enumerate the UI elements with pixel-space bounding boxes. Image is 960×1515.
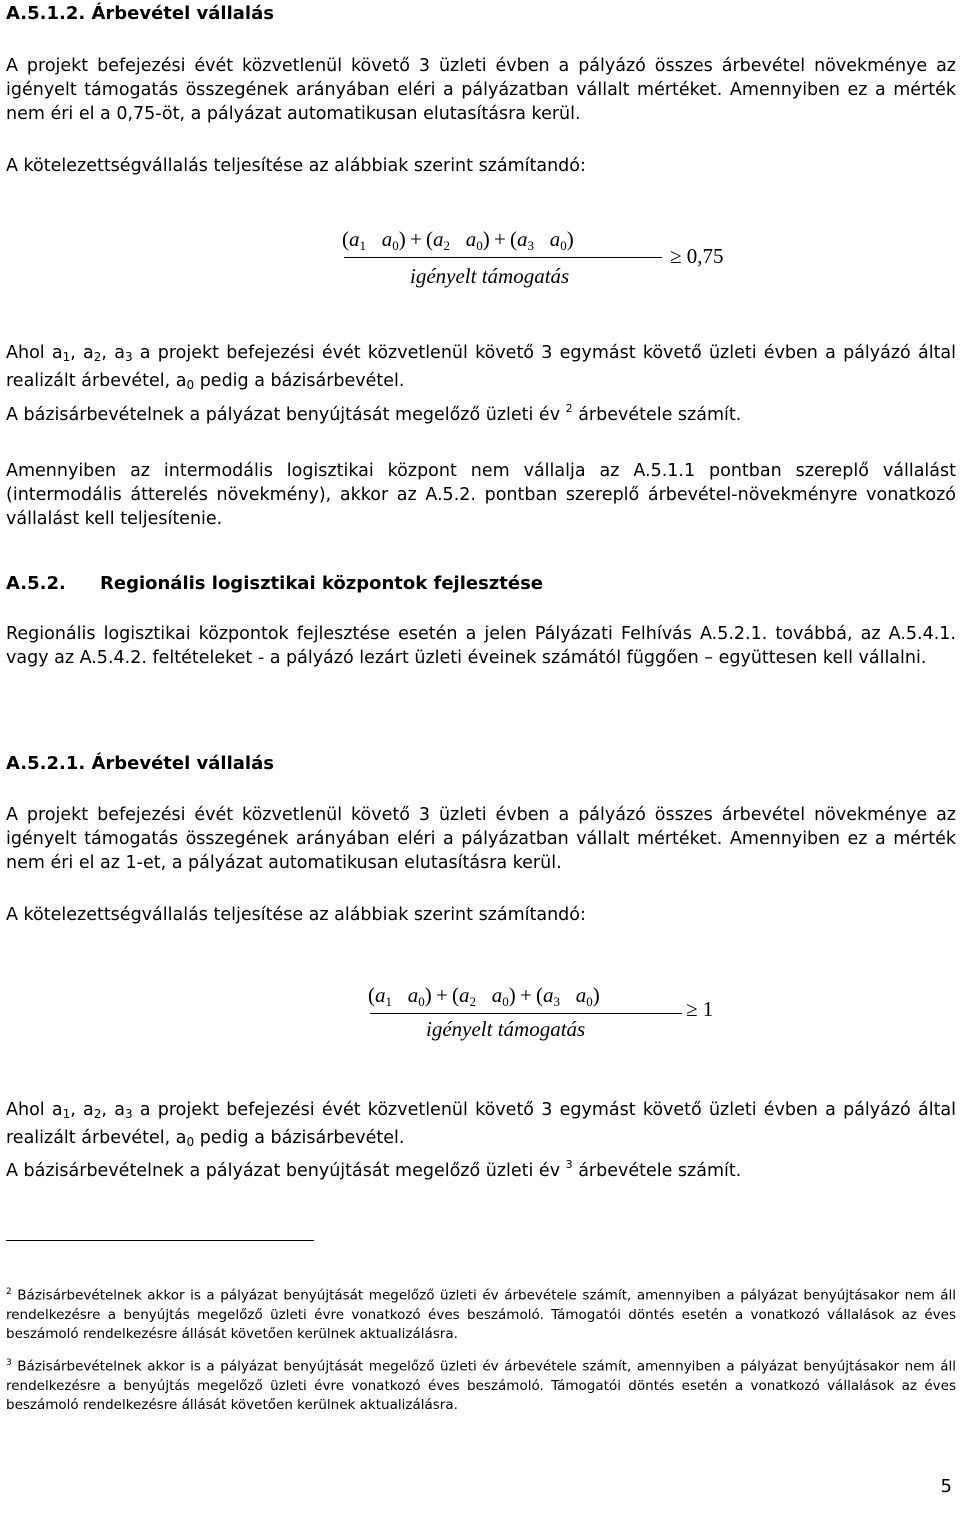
formula-2-fraction-bar	[370, 1013, 682, 1014]
footnote-2: $^2$ Bázisárbevételnek akkor is a pályázat benyújtását megelőző üzleti év árbevétele számít, amennyiben a pályázat benyújtásakor nem áll rendelkezésre a benyújtás megelőző üzleti évre vonatkozó éves beszámoló. Támogatói döntés esetén a vonatkozó vállalások az éves beszámoló rendelkezésre állását követően kerülnek aktualizálásra.	[6, 1287, 956, 1342]
footnote-separator	[6, 1240, 314, 1241]
formula-1	[342, 225, 762, 295]
formula-2-denominator: igényelt támogatás	[426, 1017, 586, 1041]
footnote-ref-3[interactable]: 3	[565, 1158, 573, 1171]
paragraph-arbevetel-1: A projekt befejezési évét közvetlenül követő 3 üzleti évben a pályázó összes árbevétel növekménye az igényelt támogatás összegének arányában eléri a pályázatban vállalt mértéket. Amennyiben ez a mérték nem éri el a 0,75-öt, a pályázat automatikusan elutasításra kerül.	[6, 56, 956, 124]
paragraph-arbevetel-2: A projekt befejezési évét közvetlenül követő 3 üzleti évben a pályázó összes árbevétel növekménye az igényelt támogatás összegének arányában eléri a pályázatban vállalt mértéket. Amennyiben ez a mérték nem éri el az 1-et, a pályázat automatikusan elutasításra kerül.	[6, 805, 956, 873]
formula-1-denominator: igényelt támogatás	[410, 264, 570, 288]
section-heading-a5-2: A.5.2. Regionális logisztikai központok fejlesztése	[6, 573, 543, 594]
formula-2-numerator: (a1 a0) + (a2 a0) + (a3 a0)	[368, 983, 600, 1009]
paragraph-intermodalis: Amennyiben az intermodális logisztikai központ nem vállalja az A.5.1.1 pontban szereplő vállalást (intermodális átterelés növekmény), akkor az A.5.2. pontban szereplő árbevétel-növekményre vonatkozó vállalást kell teljesítenie.	[6, 461, 956, 529]
formula-2-rhs: ≥ 1	[686, 997, 714, 1021]
paragraph-ahol-2: Ahol a1, a2, a3 a projekt befejezési évét közvetlenül követő 3 egymást követő üzleti évben a pályázó által realizált árbevétel, a0 pedig a bázisárbevétel.	[6, 1100, 957, 1149]
section-heading-a5-1-2: A.5.1.2. Árbevétel vállalás	[6, 3, 274, 24]
formula-1-numerator: (a1 a0) + (a2 a0) + (a3 a0)	[342, 227, 574, 253]
paragraph-bazis-2: A bázisárbevételnek a pályázat benyújtását megelőző üzleti év $^3$ árbevétele számít.	[6, 1158, 742, 1181]
formula-1-rhs: ≥ 0,75	[670, 244, 724, 268]
paragraph-kotelezettseg-1: A kötelezettségvállalás teljesítése az alábbiak szerint számítandó:	[6, 156, 586, 176]
paragraph-ahol-1: Ahol a1, a2, a3 a projekt befejezési évét közvetlenül követő 3 egymást követő üzleti évben a pályázó által realizált árbevétel, a0 pedig a bázisárbevétel.	[6, 343, 957, 392]
paragraph-regionalis: Regionális logisztikai központok fejlesztése esetén a jelen Pályázati Felhívás A.5.2.1. továbbá, az A.5.4.1. vagy az A.5.4.2. feltételeket - a pályázó lezárt üzleti éveinek számától függően – együttesen kell vállalni.	[6, 624, 956, 668]
footnote-ref-2[interactable]: 2	[565, 402, 573, 415]
footnote-3: $^3$ Bázisárbevételnek akkor is a pályázat benyújtását megelőző üzleti év árbevétele számít, amennyiben a pályázat benyújtásakor nem áll rendelkezésre a benyújtás megelőző üzleti évre vonatkozó éves beszámoló. Támogatói döntés esetén a vonatkozó vállalások az éves beszámoló rendelkezésre állását követően kerülnek aktualizálásra.	[6, 1358, 956, 1413]
paragraph-bazis-1: A bázisárbevételnek a pályázat benyújtását megelőző üzleti év $^2$ árbevétele számít.	[6, 402, 742, 425]
formula-2	[368, 981, 788, 1051]
formula-1-fraction-bar	[344, 257, 662, 258]
section-heading-a5-2-1: A.5.2.1. Árbevétel vállalás	[6, 753, 274, 774]
paragraph-kotelezettseg-2: A kötelezettségvállalás teljesítése az alábbiak szerint számítandó:	[6, 905, 586, 925]
page-number: 5	[940, 1476, 952, 1497]
